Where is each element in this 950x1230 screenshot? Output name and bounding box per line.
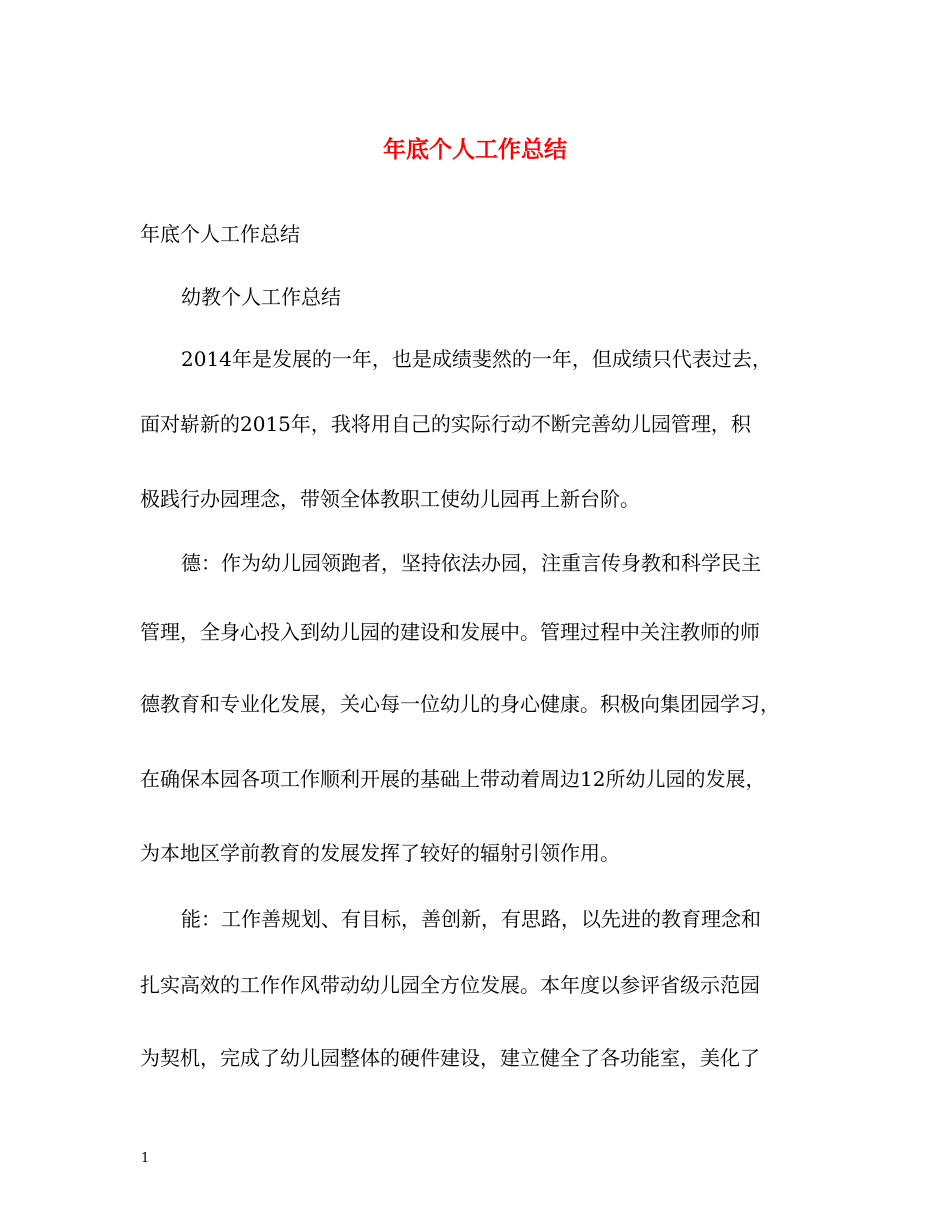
paragraph-line: 德教育和专业化发展，关心每一位幼儿的身心健康。积极向集团园学习，	[140, 692, 780, 716]
paragraph-line: 德：作为幼儿园领跑者，坚持依法办园，注重言传身教和科学民主	[181, 551, 761, 575]
document-subtitle: 年底个人工作总结	[140, 222, 300, 246]
paragraph-line: 面对崭新的2015年，我将用自己的实际行动不断完善幼儿园管理，积	[140, 412, 751, 436]
page-number: 1	[141, 1151, 150, 1166]
paragraph-line: 扎实高效的工作作风带动幼儿园全方位发展。本年度以参评省级示范园	[140, 973, 760, 997]
paragraph-line: 能：工作善规划、有目标，善创新，有思路，以先进的教育理念和	[181, 907, 761, 931]
paragraph-line: 为契机，完成了幼儿园整体的硬件建设，建立健全了各功能室，美化了	[140, 1046, 760, 1070]
paragraph-line: 管理，全身心投入到幼儿园的建设和发展中。管理过程中关注教师的师	[140, 620, 760, 644]
paragraph-line: 2014年是发展的一年，也是成绩斐然的一年，但成绩只代表过去，	[181, 347, 772, 371]
paragraph-line: 极践行办园理念，带领全体教职工使幼儿园再上新台阶。	[140, 487, 640, 511]
section-heading: 幼教个人工作总结	[181, 285, 341, 309]
paragraph-line: 在确保本园各项工作顺利开展的基础上带动着周边12所幼儿园的发展，	[140, 767, 766, 791]
document-title: 年底个人工作总结	[383, 136, 567, 163]
paragraph-line: 为本地区学前教育的发展发挥了较好的辐射引领作用。	[140, 841, 620, 865]
